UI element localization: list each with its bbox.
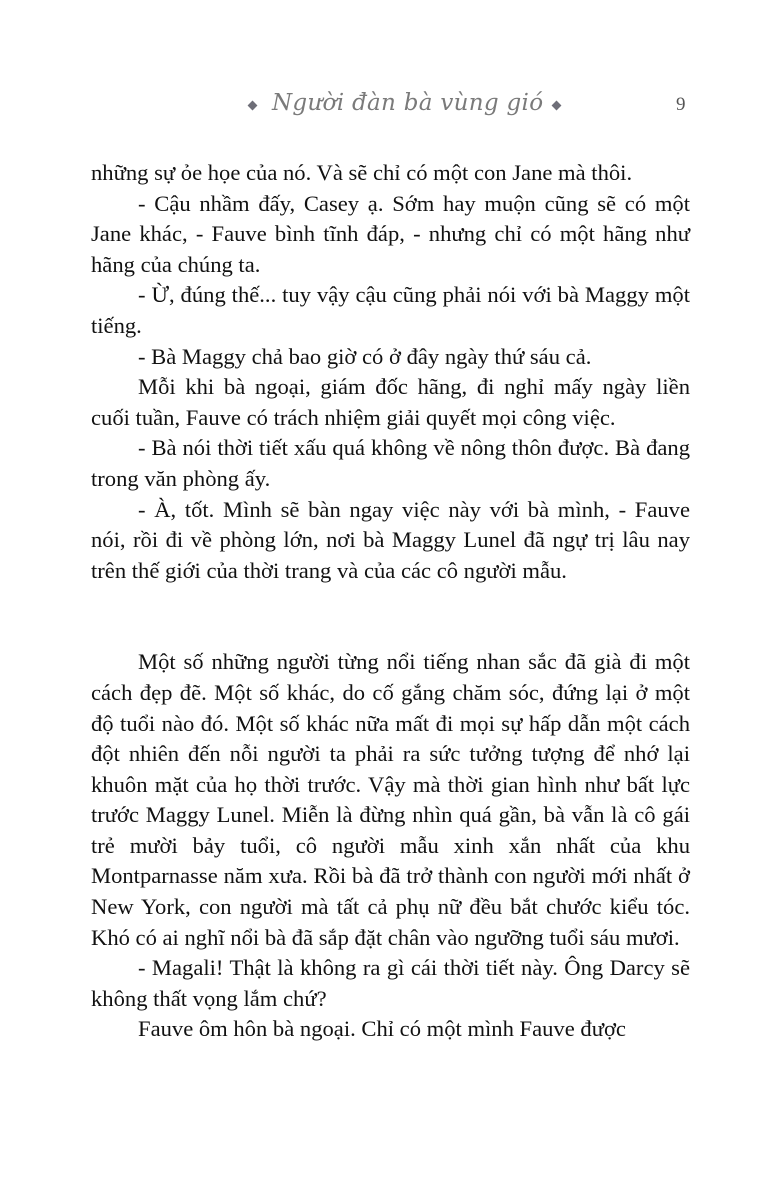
paragraph: - Magali! Thật là không ra gì cái thời tiết này. Ông Darcy sẽ không thất vọng lắm chứ? — [91, 955, 690, 1011]
paragraph: Mỗi khi bà ngoại, giám đốc hãng, đi nghỉ mấy ngày liền cuối tuần, Fauve có trách nhiệm giải quyết mọi công việc. — [91, 374, 690, 430]
diamond-ornament-icon — [248, 101, 258, 111]
section-break — [91, 586, 690, 647]
running-title: Người đàn bà vùng gió — [272, 90, 544, 116]
paragraph: - Bà Maggy chả bao giờ có ở đây ngày thứ sáu cả. — [138, 343, 592, 369]
running-header — [0, 90, 776, 126]
paragraph: - À, tốt. Mình sẽ bàn ngay việc này với bà mình, - Fauve nói, rồi đi về phòng lớn, nơi bà Maggy Lunel đã ngự trị lâu nay trên thế giới của thời trang và của các cô người mẫu. — [91, 496, 690, 583]
paragraph: Một số những người từng nổi tiếng nhan sắc đã già đi một cách đẹp đẽ. Một số khác, do cố gắng chăm sóc, đứng lại ở một độ tuổi nào đó. Một số khác nữa mất đi mọi sự hấp dẫn một cách đột nhiên đến nỗi người ta phải ra sức tưởng tượng để nhớ lại khuôn mặt của họ thời trước. Vậy mà thời gian hình như bất lực trước Maggy Lunel. Miễn là đừng nhìn quá gần, bà vẫn là cô gái trẻ mười bảy tuổi, cô người mẫu xinh xắn nhất của khu Montparnasse năm xưa. Rồi bà đã trở thành con người mới nhất ở New York, con người mà tất cả phụ nữ đều bắt chước kiểu tóc. Khó có ai nghĩ nổi bà đã sắp đặt chân vào ngưỡng tuổi sáu mươi. — [91, 649, 690, 950]
paragraph: Fauve ôm hôn bà ngoại. Chỉ có một mình Fauve được — [138, 1016, 626, 1042]
paragraph: - Cậu nhầm đấy, Casey ạ. Sớm hay muộn cũng sẽ có một Jane khác, - Fauve bình tĩnh đáp, - nhưng chỉ có một hãng như hãng của chúng ta. — [91, 190, 690, 277]
paragraph: - Ừ, đúng thế... tuy vậy cậu cũng phải nói với bà Maggy một tiếng. — [91, 282, 690, 338]
page-number: 9 — [676, 94, 686, 115]
page-body — [91, 158, 690, 1045]
paragraph: - Bà nói thời tiết xấu quá không về nông thôn được. Bà đang trong văn phòng ấy. — [91, 435, 690, 491]
paragraph: những sự ỏe họe của nó. Và sẽ chỉ có một con Jane mà thôi. — [91, 160, 633, 185]
diamond-ornament-icon — [552, 101, 562, 111]
